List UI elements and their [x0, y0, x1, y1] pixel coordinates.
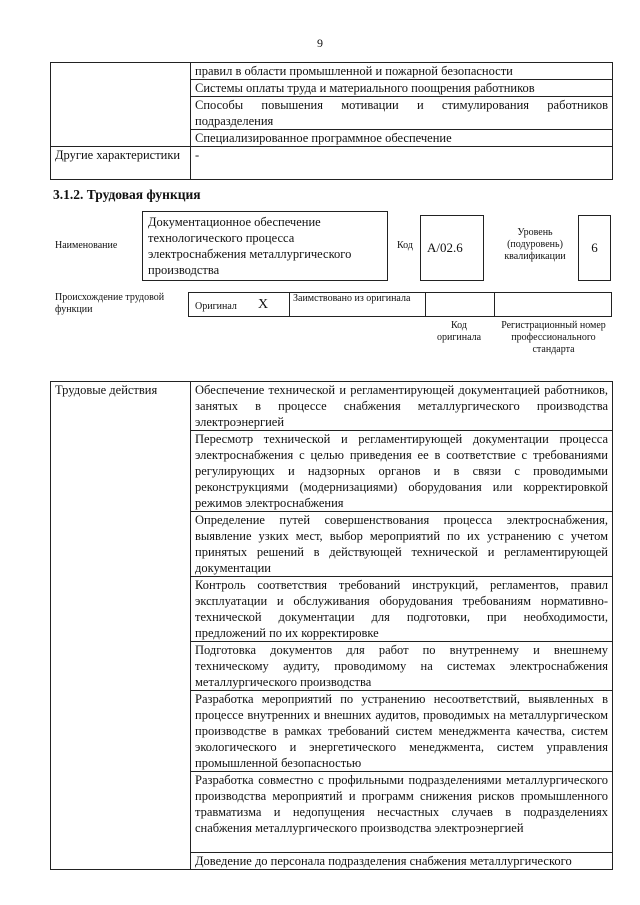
- level-value: 6: [591, 240, 598, 255]
- labor-actions-label: Трудовые действия: [51, 382, 191, 870]
- code-label: Код: [397, 240, 413, 251]
- action-item: Доведение до персонала подразделения снабжения металлургического: [191, 853, 613, 870]
- table-cell-text: Способы повышения мотивации и стимулирования работников подразделения: [191, 97, 613, 130]
- action-item: Обеспечение технической и регламентирующей документацией работников, занятых в процессе снабжения металлургического производства электроэнергией: [191, 382, 613, 431]
- labor-actions-table: [50, 381, 613, 870]
- action-item: Определение путей совершенствования процесса электроснабжения, выявление узких мест, выбор мероприятий по их устранению с учетом принятых решений в действующей технической и регламентирующей документации: [191, 512, 613, 577]
- action-item: Пересмотр технической и регламентирующей документации процесса электроснабжения с целью приведения ее в соответствие с требованиями регулирующих и надзорных органов и в связи с проводимыми реконструкциями (модернизациями) оборудования или корректировкой режимов электроснабжения: [191, 431, 613, 512]
- table-cell-text: правил в области промышленной и пожарной безопасности: [191, 63, 613, 80]
- knowledge-table: [50, 62, 613, 180]
- code-caption: Код оригинала: [436, 320, 482, 343]
- table-cell-text: Специализированное программное обеспечение: [191, 130, 613, 147]
- origin-label: Происхождение трудовой функции: [55, 292, 165, 315]
- table-cell-text: Системы оплаты труда и материального поощрения работников: [191, 80, 613, 97]
- original-label: Оригинал: [195, 301, 237, 312]
- divider: [494, 292, 495, 317]
- original-mark: X: [258, 297, 269, 312]
- borrowed-label: Заимствовано из оригинала: [293, 293, 411, 304]
- table-row: [51, 63, 613, 80]
- table-row: [51, 147, 613, 180]
- section-title: 3.1.2. Трудовая функция: [53, 187, 201, 202]
- function-name-value: Документационное обеспечение технологического процесса электроснабжения металлургического производства: [148, 215, 352, 277]
- action-item: Контроль соответствия требований инструкций, регламентов, правил эксплуатации и обслуживания оборудования требованиям нормативно-технической документации для подготовки, при необходимости, предложений по их корректировке: [191, 577, 613, 642]
- reg-number-caption: Регистрационный номер профессионального стандарта: [501, 320, 606, 355]
- action-item: Разработка совместно с профильными подразделениями металлургического производства мероприятий и программ снижения рисков промышленного травматизма и недопущения несчастных случаев в подразделениях снабжения металлургического производства электроэнергией: [191, 772, 613, 853]
- name-label: Наименование: [55, 240, 118, 251]
- level-label: Уровень (подуровень) квалификации: [504, 227, 566, 262]
- action-item: Разработка мероприятий по устранению несоответствий, выявленных в процессе внутренних и внешних аудитов, проводимых на металлургическом производстве в рамках требований систем менеджмента качества, систем экологического и энергетического менеджмента, систем управления промышленной безопасностью: [191, 691, 613, 772]
- level-box: [578, 215, 611, 281]
- table-row: [51, 382, 613, 431]
- function-name-box: [142, 211, 388, 281]
- action-item: Подготовка документов для работ по внутреннему и внешнему техническому аудиту, проводимому на системах электроснабжения металлургического производства: [191, 642, 613, 691]
- divider: [425, 292, 426, 317]
- table-cell-label: [51, 63, 191, 147]
- code-box: [420, 215, 484, 281]
- divider: [289, 292, 290, 317]
- other-characteristics-value: -: [191, 147, 613, 180]
- other-characteristics-label: Другие характеристики: [51, 147, 191, 180]
- code-value: А/02.6: [427, 240, 463, 255]
- page-number: 9: [317, 36, 323, 50]
